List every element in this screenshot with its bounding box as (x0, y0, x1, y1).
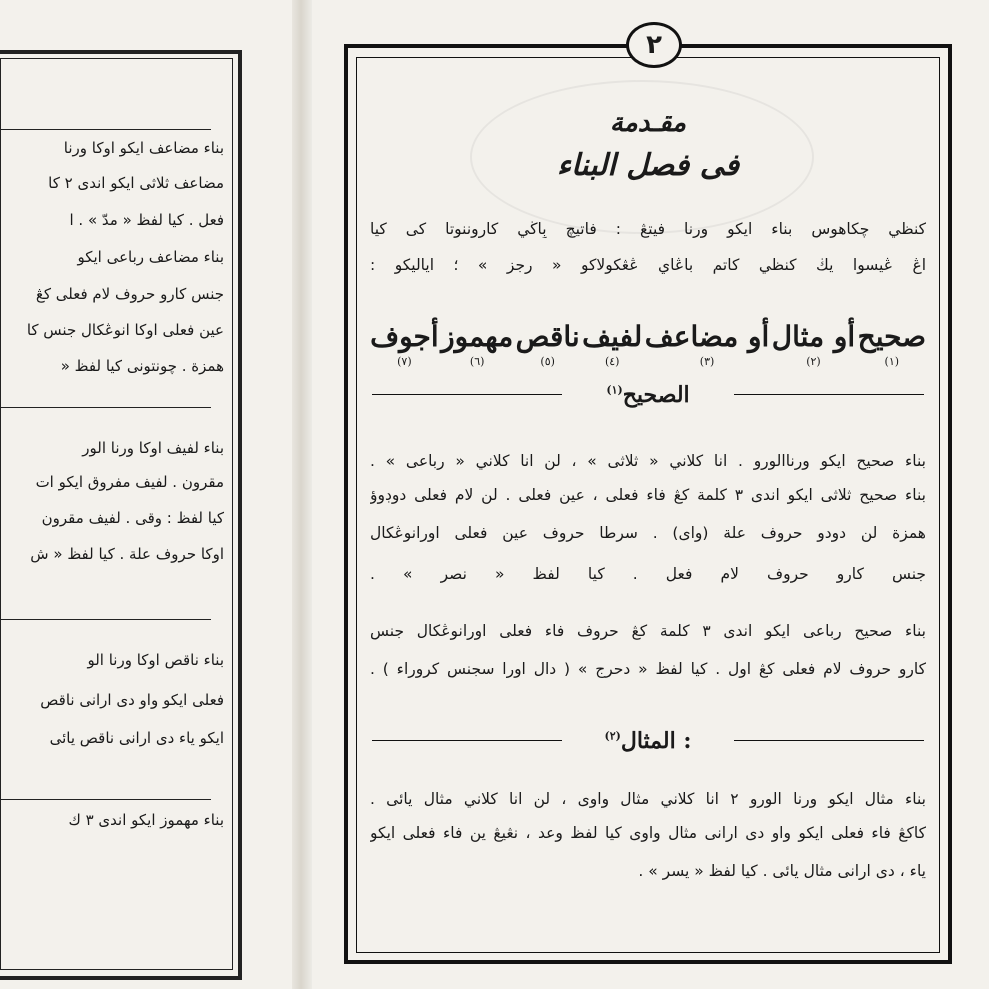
page-subtitle: فی فصل البناء (556, 148, 740, 183)
left-line: فعلی ایکو واو دی ارانی ناقص (40, 691, 224, 709)
type-name: أجوف (370, 320, 439, 353)
body-line: بناء صحيح ثلاثی ایکو اندی ٣ كلمة كڠ فاء فعلی ، عين فعلی . لن لام فعلی دوڊوؤ (370, 486, 926, 504)
body-line: بناء صحيح ایکو ورناالورو . انا كلاني « ثلاثی » ، لن انا كلاني « رباعی » . (370, 452, 926, 470)
type-number: (٥) (540, 355, 555, 368)
body-line: همزة لن دودو حروف علة (واى) . سرطا حروف عين فعلی اورانوڠکال (370, 524, 926, 542)
left-section-rule (1, 799, 211, 800)
left-line: عين فعلی اوکا انوڠکال جنس کا (26, 321, 224, 339)
left-line: همزة . چونتونی كيا لفظ « (60, 357, 224, 375)
page-title: مقـدمة (609, 108, 687, 138)
type-item (582, 320, 642, 368)
intro-line: اڠ ڠيسوا یڬ كنظي كاتم باڠاي ڠڠکولاكو « رجز » ؛ ایالیكو : (370, 256, 926, 274)
type-item (858, 320, 926, 368)
body-line: کارو حروف لام فعلی كڠ اول . كيا لفظ « دحرج » ( دال اورا سجنس كروراء ) . (370, 660, 926, 678)
left-section-rule (1, 129, 211, 130)
type-item (441, 320, 513, 368)
left-line: ایکو یاء دی ارانی ناقص يائی (49, 729, 224, 747)
type-number: (٦) (469, 355, 485, 368)
type-name: أو مثال (771, 320, 856, 353)
type-number: (٣) (699, 355, 715, 368)
section-heading-text (372, 728, 924, 754)
body-line: كاكڠ فاء فعلی ایکو واو دی ارانی مثال واوى كيا لفظ وعد ، نڠيڠ ین فاء فعلی ایکو (370, 824, 926, 842)
body-line: یاء ، دی ارانی مثال يائی . كيا لفظ « يسر » . (638, 862, 926, 880)
left-page (0, 58, 233, 970)
type-name: أو مضاعف (644, 320, 770, 353)
type-item (772, 320, 855, 368)
left-line: بناء مهموز ایکو اندی ٣ ك (68, 811, 224, 829)
page-number: ٢ (626, 22, 682, 68)
left-line: بناء مضاعف ایکو اوکا ورنا (63, 139, 224, 157)
body-line: جنس کارو حروف لام فعل . كيا لفظ « نصر » . (370, 565, 926, 583)
type-name: مهموز (441, 320, 514, 353)
section-heading-sahih (372, 382, 924, 406)
section-heading-mithal (372, 728, 924, 752)
heading-rule (734, 394, 924, 395)
left-line: جنس کارو حروف لام فعلی كڠ (35, 285, 224, 303)
heading-label: الصحيح (622, 382, 690, 408)
left-section-rule (1, 407, 211, 408)
type-name: لفيف (582, 320, 643, 353)
intro-line: کنظي چکاهوس بناء ایکو ورنا فيتڠ : فاتیچ بِاڬي کاروننوتا کی کیا (370, 220, 926, 238)
left-line: مقرون . لفيف مفروق ایکو ات (35, 473, 224, 491)
heading-label: المثال : (620, 728, 692, 754)
left-line: بناء مضاعف رباعی ایکو (77, 248, 224, 266)
heading-number: (١) (606, 383, 623, 397)
left-section-rule (1, 619, 211, 620)
body-line: بناء صحيح رباعی ایکو اندی ٣ كلمة كڠ حروف فاء فعلی اورانوڠکال جنس (370, 622, 926, 640)
left-line: كيا لفظ : وقى . لفيف مقرون (41, 509, 224, 527)
type-name: ناقص (515, 320, 580, 353)
type-number: (٧) (397, 355, 412, 368)
right-page-content (360, 60, 936, 950)
left-line: مضاعف ثلاثی ایکو اندی ٢ كا (48, 174, 224, 192)
left-line: فعل . كيا لفظ « مدّ » . ا (69, 211, 224, 229)
book-gutter (292, 0, 312, 989)
type-number: (٢) (806, 355, 821, 368)
type-item (370, 320, 439, 368)
type-item (516, 320, 580, 368)
bina-types-list (370, 320, 926, 368)
heading-rule (734, 740, 924, 741)
section-heading-text (372, 382, 924, 408)
left-line: بناء لفيف اوکا ورنا الور (82, 439, 224, 457)
heading-number: (٢) (604, 729, 621, 743)
type-name: صحيح (857, 320, 926, 353)
type-number: (٤) (604, 355, 620, 368)
type-item (645, 320, 770, 368)
left-line: اوکا حروف علة . كيا لفظ « ش (30, 545, 224, 563)
left-line: بناء ناقص اوکا ورنا الو (87, 651, 224, 669)
body-line: بناء مثال ایکو ورنا الورو ٢ انا كلاني مثال واوى ، لن انا كلاني مثال يائی . (370, 790, 926, 808)
type-number: (١) (884, 355, 900, 368)
